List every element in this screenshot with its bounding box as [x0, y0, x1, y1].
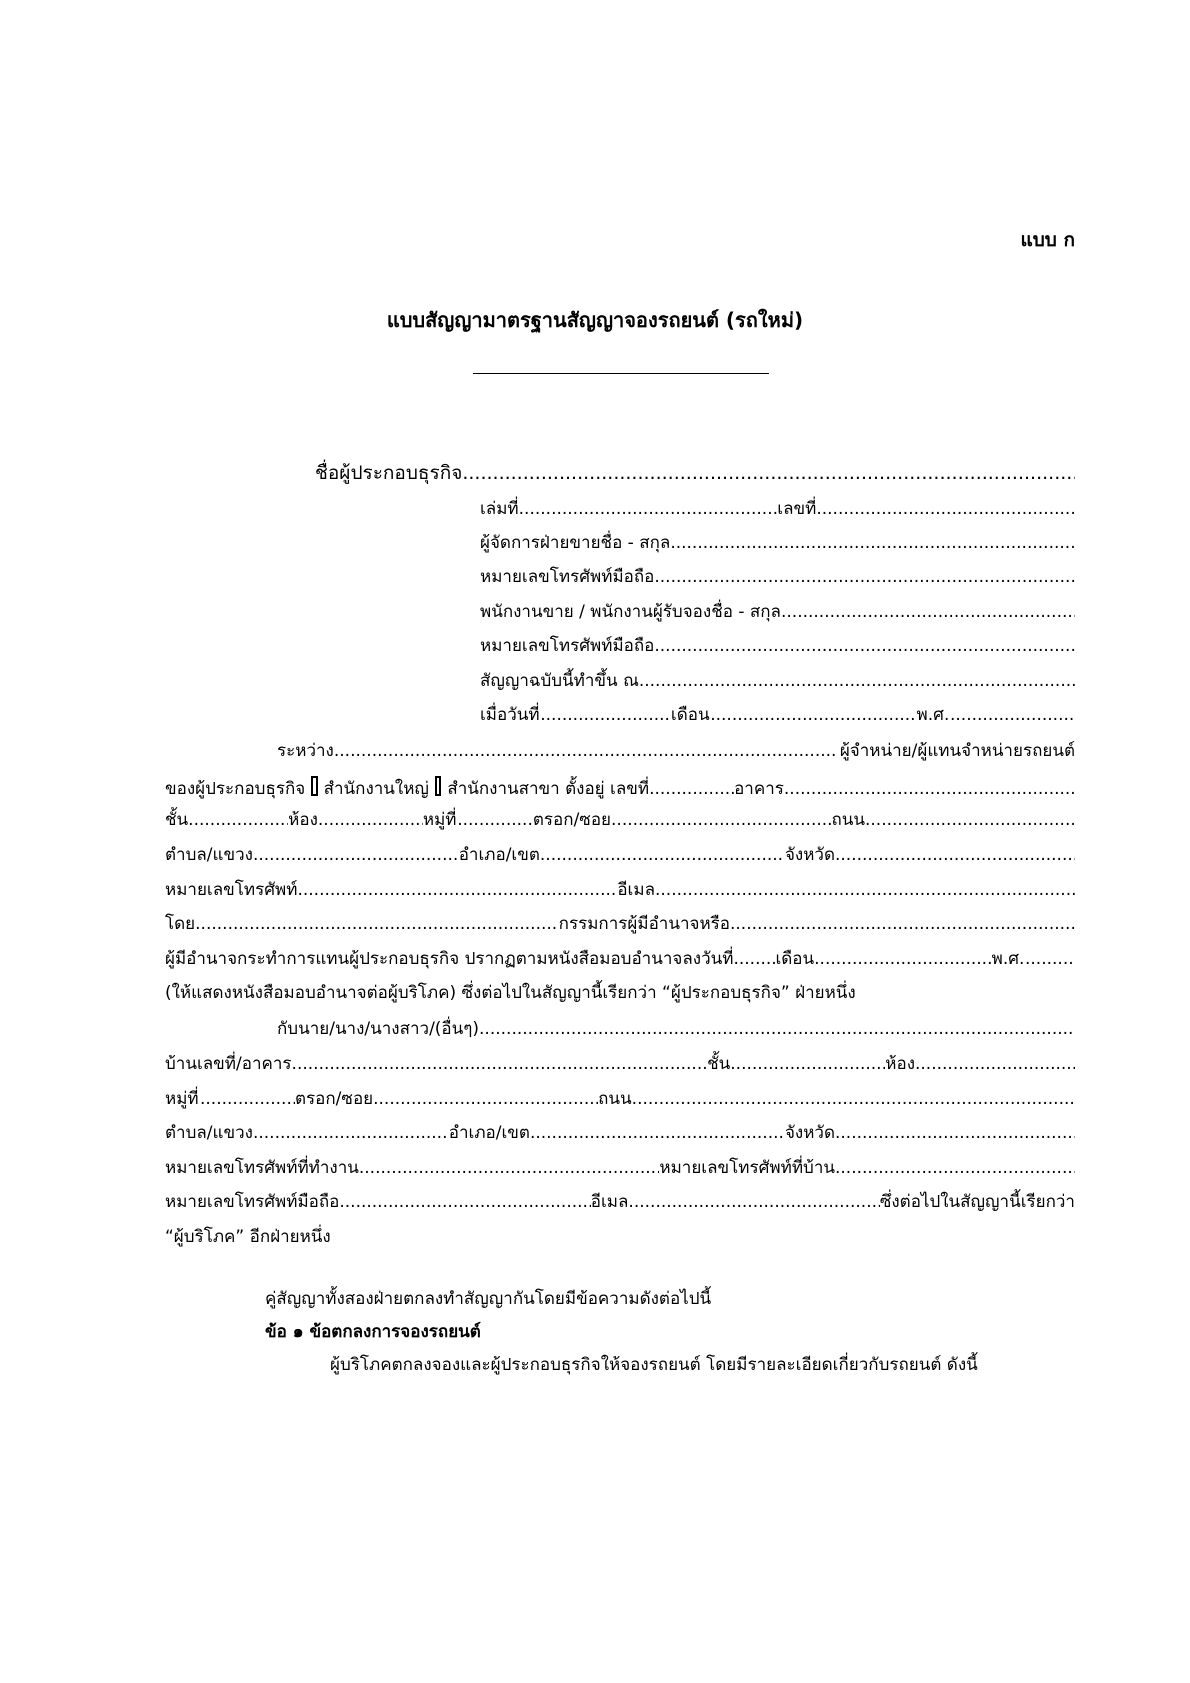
p2-province-field[interactable] — [835, 1121, 1075, 1145]
business-name-label: ชื่อผู้ประกอบธุรกิจ — [315, 462, 463, 484]
p2-mobile-label: หมายเลขโทรศัพท์มือถือ — [165, 1192, 340, 1212]
p1-by-line — [165, 912, 1075, 936]
book-no-field[interactable] — [519, 497, 778, 521]
p2-district-label: อำเภอ/เขต — [448, 1123, 530, 1143]
p1-room-label: ห้อง — [288, 810, 318, 830]
p1-room-field[interactable] — [318, 808, 423, 832]
between-line — [277, 739, 1075, 763]
clause1-heading — [265, 1320, 481, 1344]
book-no-label: เล่มที่ — [480, 499, 519, 519]
p1-district-label: อำเภอ/เขต — [458, 845, 540, 865]
p1-subdistrict-label: ตำบล/แขวง — [165, 845, 253, 865]
p1-authorized-label: ผู้มีอำนาจกระทำการแทนผู้ประกอบธุรกิจ ปรากฏตามหนังสือมอบอำนาจลงวันที่ — [165, 949, 734, 969]
mobile-1-line — [480, 565, 1075, 589]
p1-subdistrict-field[interactable] — [253, 843, 458, 867]
number-label: เลขที่ — [777, 499, 817, 519]
p1-floor-line — [165, 808, 1075, 832]
salesperson-field[interactable] — [781, 600, 1075, 624]
sales-manager-label: ผู้จัดการฝ่ายขายชื่อ - สกุล — [480, 533, 671, 553]
p2-work-phone-field[interactable] — [359, 1156, 660, 1180]
salesperson-line — [480, 600, 1075, 624]
p1-auth-year-label: พ.ศ. — [991, 949, 1025, 969]
p2-subdistrict-field[interactable] — [253, 1121, 448, 1145]
p1-director-field[interactable] — [730, 912, 1075, 936]
mobile-2-field[interactable] — [654, 634, 1075, 658]
p1-moo-label: หมู่ที่ — [422, 810, 457, 830]
p1-building-label: อาคาร — [734, 779, 784, 799]
p1-floor-field[interactable] — [188, 808, 288, 832]
number-field[interactable] — [816, 497, 1075, 521]
p1-province-label: จังหวัด — [784, 845, 835, 865]
p1-auth-day-field[interactable] — [733, 947, 775, 971]
p1-auth-year-field[interactable] — [1025, 947, 1075, 971]
p2-consumer-text: “ผู้บริโภค” อีกฝ่ายหนึ่ง — [165, 1227, 331, 1247]
p2-work-phone-label: หมายเลขโทรศัพท์ที่ทำงาน — [165, 1158, 359, 1178]
title-underline — [473, 373, 769, 374]
clause1-text: ผู้บริโภคตกลงจองและผู้ประกอบธุรกิจให้จองรถยนต์ โดยมีรายละเอียดเกี่ยวกับรถยนต์ ดังนี้ — [330, 1355, 978, 1375]
p2-home-phone-label: หมายเลขโทรศัพท์ที่บ้าน — [659, 1158, 835, 1178]
p2-soi-label: ตรอก/ซอย — [295, 1089, 374, 1109]
on-date-label: เมื่อวันที่ — [480, 705, 540, 725]
agree-line — [265, 1287, 711, 1311]
p2-moo-label: หมู่ที่ — [165, 1089, 199, 1109]
p2-province-label: จังหวัด — [784, 1123, 835, 1143]
p1-moo-field[interactable] — [457, 808, 532, 832]
made-at-field[interactable] — [639, 669, 1075, 693]
clause1-heading-text: ข้อ ๑ ข้อตกลงการจองรถยนต์ — [265, 1322, 481, 1342]
p2-home-phone-field[interactable] — [835, 1156, 1075, 1180]
month-field[interactable] — [710, 703, 916, 727]
p1-locality-line — [165, 843, 1075, 867]
made-at-line — [480, 669, 1075, 693]
p2-locality-line — [165, 1121, 1075, 1145]
p1-note-line — [165, 981, 856, 1005]
p1-soi-label: ตรอก/ซอย — [532, 810, 612, 830]
agree-text: คู่สัญญาทั้งสองฝ่ายตกลงทำสัญญากันโดยมีข้อความดังต่อไปนี้ — [265, 1289, 712, 1309]
p2-house-line — [165, 1052, 1075, 1076]
business-name-line — [315, 461, 1075, 485]
p2-room-field[interactable] — [915, 1052, 1075, 1076]
p2-mobile-line — [165, 1190, 1075, 1214]
clause1-line — [330, 1353, 978, 1377]
p2-district-field[interactable] — [530, 1121, 785, 1145]
sales-manager-field[interactable] — [670, 531, 1075, 555]
p2-phones-line — [165, 1156, 1075, 1180]
p2-name-line — [277, 1017, 1075, 1041]
p2-floor-field[interactable] — [730, 1052, 885, 1076]
office-line — [165, 774, 1075, 801]
form-code: แบบ ก — [1020, 229, 1075, 251]
p1-email-label: อีเมล — [617, 880, 655, 900]
p2-floor-label: ชั้น — [707, 1054, 731, 1074]
document-title: แบบสัญญามาตรฐานสัญญาจองรถยนต์ (รถใหม่) — [386, 308, 804, 332]
between-field[interactable] — [334, 739, 838, 763]
p1-district-field[interactable] — [540, 843, 785, 867]
p2-subdistrict-label: ตำบล/แขวง — [165, 1123, 253, 1143]
p1-note-text: (ให้แสดงหนังสือมอบอำนาจต่อผู้บริโภค) ซึ่งต่อไปในสัญญานี้เรียกว่า “ผู้ประกอบธุรกิจ” ฝ่ายหนึ่ง — [165, 983, 856, 1003]
p2-mobile-field[interactable] — [339, 1190, 590, 1214]
p1-road-field[interactable] — [865, 808, 1075, 832]
p2-email-label: อีเมล — [590, 1192, 629, 1212]
be-year-field[interactable] — [950, 703, 1075, 727]
branch-office-checkbox[interactable] — [435, 776, 441, 796]
month-label: เดือน — [670, 705, 710, 725]
p2-house-no-label: บ้านเลขที่/อาคาร — [165, 1054, 292, 1074]
p1-building-field[interactable] — [784, 777, 1075, 801]
p2-road-field[interactable] — [632, 1087, 1075, 1111]
branch-office-label: สำนักงานสาขา ตั้งอยู่ เลขที่ — [447, 779, 650, 799]
p1-auth-month-field[interactable] — [814, 947, 992, 971]
p1-director-label: กรรมการผู้มีอำนาจหรือ — [558, 914, 730, 934]
book-no-line — [480, 497, 1075, 521]
p1-by-label: โดย — [165, 914, 196, 934]
be-year-label: พ.ศ. — [916, 705, 950, 725]
p2-name-field[interactable] — [479, 1017, 1075, 1041]
p1-by-field[interactable] — [195, 912, 559, 936]
p1-road-label: ถนน — [831, 810, 865, 830]
p2-hereinafter-label: ซึ่งต่อไปในสัญญานี้เรียกว่า — [879, 1192, 1075, 1212]
made-at-label: สัญญาฉบับนี้ทำขึ้น ณ — [480, 671, 639, 691]
head-office-checkbox[interactable] — [311, 776, 317, 796]
sales-manager-line — [480, 531, 1075, 555]
p1-auth-month-label: เดือน — [775, 949, 815, 969]
mobile-2-label: หมายเลขโทรศัพท์มือถือ — [480, 636, 655, 656]
of-business-label: ของผู้ประกอบธุรกิจ — [165, 779, 306, 799]
between-label: ระหว่าง — [277, 741, 334, 761]
p2-email-field[interactable] — [628, 1190, 879, 1214]
mobile-1-field[interactable] — [654, 565, 1075, 589]
date-line — [480, 703, 1075, 727]
mobile-1-label: หมายเลขโทรศัพท์มือถือ — [480, 567, 655, 587]
head-office-label: สำนักงานใหญ่ — [323, 779, 429, 799]
p2-with-label: กับนาย/นาง/นางสาว/(อื่นๆ) — [277, 1019, 480, 1039]
p1-address-no-field[interactable] — [649, 777, 734, 801]
p2-soi-field[interactable] — [373, 1087, 598, 1111]
p1-contact-line — [165, 878, 1075, 902]
p2-street-line — [165, 1087, 1075, 1111]
business-name-field[interactable] — [462, 461, 1075, 485]
p1-email-field[interactable] — [655, 878, 1075, 902]
day-field[interactable] — [540, 703, 670, 727]
p1-phone-field[interactable] — [297, 878, 617, 902]
salesperson-label: พนักงานขาย / พนักงานผู้รับจองชื่อ - สกุล — [480, 602, 781, 622]
p2-moo-field[interactable] — [200, 1087, 295, 1111]
p1-soi-field[interactable] — [611, 808, 831, 832]
p1-authorized-line — [165, 947, 1075, 971]
dealer-label: ผู้จำหน่าย/ผู้แทนจำหน่ายรถยนต์ — [839, 741, 1075, 761]
mobile-2-line — [480, 634, 1075, 658]
p1-floor-label: ชั้น — [165, 810, 189, 830]
p1-phone-label: หมายเลขโทรศัพท์ — [165, 880, 298, 900]
p1-province-field[interactable] — [835, 843, 1075, 867]
p2-road-label: ถนน — [598, 1089, 632, 1109]
p2-consumer-line — [165, 1225, 331, 1249]
p2-room-label: ห้อง — [885, 1054, 915, 1074]
p2-house-no-field[interactable] — [292, 1052, 708, 1076]
